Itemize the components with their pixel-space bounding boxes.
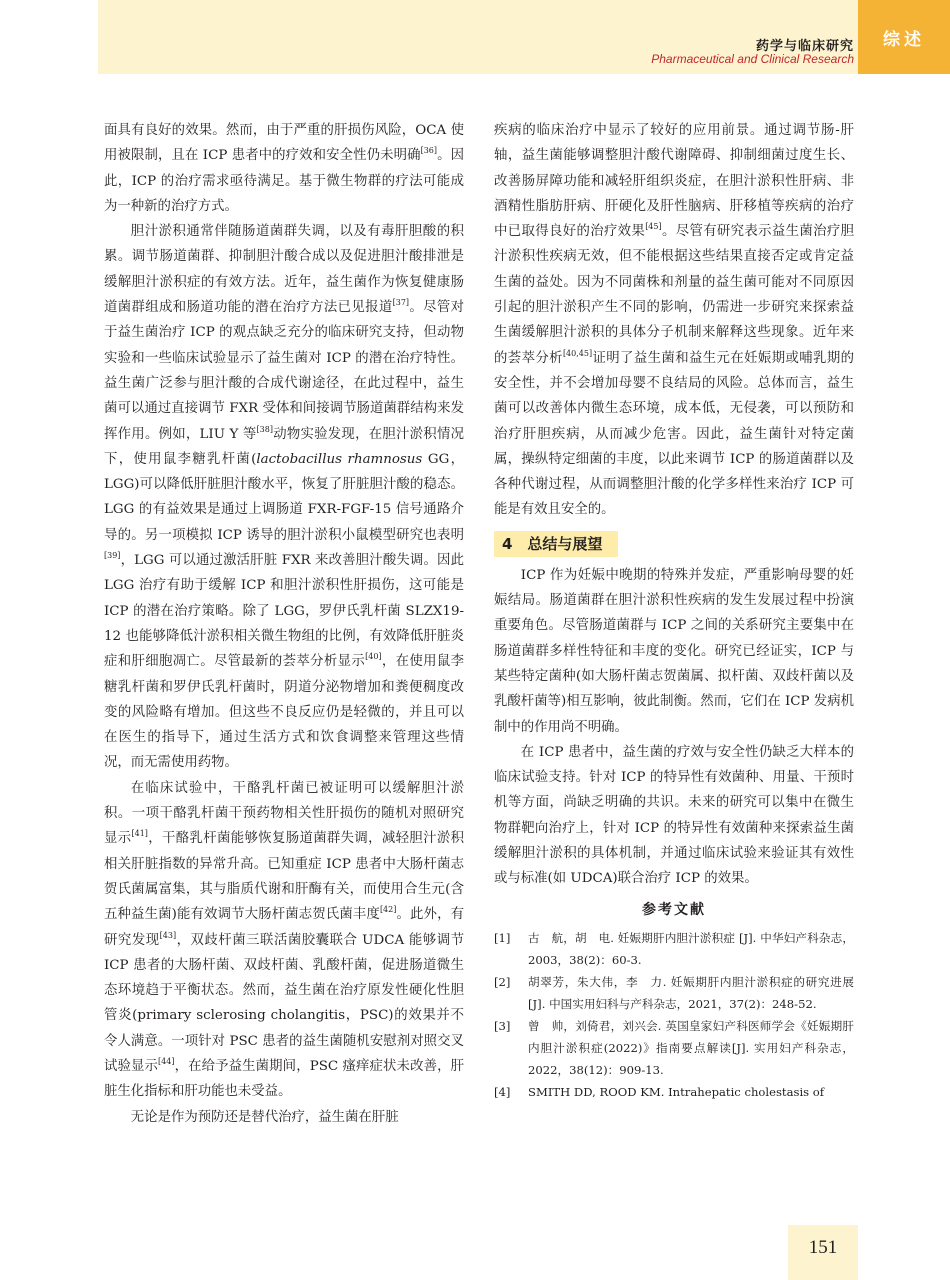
italic-term: lactobacillus rhamnosus xyxy=(256,451,423,467)
left-body-text xyxy=(104,118,464,1130)
paragraph: 在 ICP 患者中，益生菌的疗效与安全性仍缺乏大样本的临床试验支持。针对 ICP 的特异性有效菌种、用量、干预时机等方面，尚缺乏明确的共识。未来的研究可以集中在微生物群靶向治疗上，针对 ICP 的特异性有效菌种来探索益生菌缓解胆汁淤积的具体机制，并通过临床试验来验证其有效性或与标准(如 UDCA)联合治疗 ICP 的效果。 xyxy=(494,744,854,887)
text-run: ，在给予益生菌期间，PSC 瘙痒症状未改善，肝脏生化指标和肝功能也未受益。 xyxy=(104,1058,464,1100)
reference-text: 曾 帅，刘倚君，刘兴会. 英国皇家妇产科医师学会《妊娠期肝内胆汁淤积症(2022)》指南要点解读[J]. 实用妇产科杂志，2022，38(12)：909-13. xyxy=(528,1018,854,1077)
citation-ref: [40] xyxy=(365,652,382,662)
reference-item xyxy=(494,927,854,971)
journal-title-cn: 药学与临床研究 xyxy=(755,39,854,54)
citation-ref: [43] xyxy=(159,930,177,940)
citation-ref: [44] xyxy=(158,1056,175,1066)
text-run: 。尽管有研究表示益生菌治疗胆汁淤积性疾病无效，但不能根据这些结果直接否定或肯定益生菌的益处。因为不同菌株和剂量的益生菌可能对不同原因引起的胆汁淤积产生不同的影响，仍需进一步研究来探索益生菌缓解胆汁淤积的具体分子机制来解释这些现象。近年来的荟萃分析 xyxy=(494,224,855,366)
reference-text: 胡翠芳，朱大伟，李 力. 妊娠期肝内胆汁淤积症的研究进展 [J]. 中国实用妇科与产科杂志，2021，37(2)：248-52. xyxy=(528,974,854,1011)
reference-list xyxy=(494,927,854,1103)
journal-title-en: Pharmaceutical and Clinical Research xyxy=(651,52,854,66)
text-run: 在临床试验中，干酪乳杆菌已被证明可以缓解胆汁淤积。一项干酪乳杆菌干预药物相关性肝损伤的随机对照研究显示 xyxy=(104,780,464,847)
citation-ref: [45] xyxy=(645,222,662,232)
section-tab: 综述 xyxy=(858,0,950,74)
references-title: 参考文献 xyxy=(642,901,706,918)
text-run: 无论是作为预防还是替代治疗，益生菌在肝脏 xyxy=(130,1109,399,1125)
text-run: 面具有良好的效果。然而，由于严重的肝损伤风险，OCA 使用被限制，且在 ICP 患者中的疗效和安全性仍未明确 xyxy=(104,123,464,164)
citation-ref: [42] xyxy=(379,905,397,915)
paragraph xyxy=(104,118,464,219)
text-run: ，双歧杆菌三联活菌胶囊联合 UDCA 能够调节 ICP 患者的大肠杆菌、双歧杆菌、乳酸杆菌，促进肠道微生态环境趋于平衡状态。然而，益生菌在治疗原发性硬化性胆管炎(primary sclerosing cholangitis，PSC)的效果并不令人满意。一项针对 PSC 患者的益生菌随机安慰剂对照交叉试验显示 xyxy=(104,932,465,1074)
paragraph xyxy=(104,219,464,776)
text-run: ，干酪乳杆菌能够恢复肠道菌群失调，减轻胆汁淤积相关肝脏指数的异常升高。已知重症 ICP 患者中大肠杆菌志贺氏菌属富集，其与脂质代谢和肝酶有关，而使用合生元(含五种益生菌)能有效调节大肠杆菌志贺氏菌丰度 xyxy=(104,831,465,923)
text-run: 动物实验发现，在胆汁淤积情况下，使用鼠李糖乳杆菌( xyxy=(104,426,464,467)
text-run: 。尽管对于益生菌治疗 ICP 的观点缺乏充分的临床研究支持，但动物实验和一些临床试验显示了益生菌对 ICP 的潜在治疗特性。益生菌广泛参与胆汁酸的合成代谢途径，在此过程中，益生菌可以通过直接调节 FXR 受体和间接调节肠道菌群结构来发挥作用。例如，LIU Y 等 xyxy=(104,300,465,442)
reference-number: [1] xyxy=(494,930,511,945)
text-run: 胆汁淤积通常伴随肠道菌群失调，以及有毒肝胆酸的积累。调节肠道菌群、抑制胆汁酸合成以及促进胆汁酸排泄是缓解胆汁淤积症的有效方法。近年，益生菌作为恢复健康肠道菌群组成和肠道功能的潜在治疗方法已见报道 xyxy=(104,224,464,316)
reference-item xyxy=(494,971,854,1015)
citation-ref: [36] xyxy=(420,146,438,156)
reference-item xyxy=(494,1081,854,1103)
paragraph: ICP 作为妊娠中晚期的特殊并发症，严重影响母婴的妊娠结局。肠道菌群在胆汁淤积性疾病的发生发展过程中扮演重要角色。尽管肠道菌群与 ICP 之间的关系研究主要集中在肠道菌群多样性特征和丰度的变化。研究已经证实，ICP 与某些特定菌种(如大肠杆菌志贺菌属、拟杆菌、双歧杆菌以及乳酸杆菌等)相互影响，彼此制衡。然而，它们在 ICP 发病机制中的作用尚不明确。 xyxy=(494,567,854,735)
text-run: 。因此，ICP 的治疗需求亟待满足。基于微生物群的疗法可能成为一种新的治疗方式。 xyxy=(104,148,464,214)
citation-ref: [40,45] xyxy=(562,348,593,358)
paragraph xyxy=(104,776,464,1105)
reference-text: SMITH DD, ROOD KM. Intrahepatic cholestasis of xyxy=(528,1084,825,1099)
paragraph xyxy=(104,1105,464,1130)
text-run: ，LGG 可以通过激活肝脏 FXR 来改善胆汁酸失调。因此 LGG 治疗有助于缓解 ICP 和胆汁淤积性肝损伤，这可能是 ICP 的潜在治疗策略。除了 LGG，罗伊氏乳杆菌 SLZX19-12 也能够降低汁淤积相关微生物组的比例，有效降低肝脏炎症和肝细胞凋亡。尽管最新的荟萃分析显示 xyxy=(104,553,464,670)
right-body-text xyxy=(494,118,854,523)
citation-ref: [38] xyxy=(256,424,273,434)
citation-ref: [37] xyxy=(392,298,410,308)
text-run: 疾病的临床治疗中显示了较好的应用前景。通过调节肠-肝轴，益生菌能够调整胆汁酸代谢障碍、抑制细菌过度生长、改善肠屏障功能和减轻肝组织炎症，在胆汁淤积性肝病、非酒精性脂肪肝病、肝硬化及肝性脑病、肝移植等疾病的治疗中已取得良好的治疗效果 xyxy=(494,123,854,240)
left-column xyxy=(104,118,464,1130)
page-number: 151 xyxy=(788,1225,858,1280)
text-run: ，在使用鼠李糖乳杆菌和罗伊氏乳杆菌时，阴道分泌物增加和粪便稠度改变的风险略有增加。但这些不良反应仍是轻微的，并且可以在医生的指导下，通过生活方式和饮食调整来管理这些情况，而无需使用药物。 xyxy=(104,654,465,771)
citation-ref: [41] xyxy=(131,829,148,839)
text-run: 证明了益生菌和益生元在妊娠期或哺乳期的安全性，并不会增加母婴不良结局的风险。总体而言，益生菌可以改善体内微生态环境，成本低，无侵袭，可以预防和治疗肝胆疾病，从而减少危害。因此，益生菌针对特定菌属，操纵特定细菌的丰度，以此来调节 ICP 的肠道菌群以及各种代谢过程，从而调整胆汁酸的化学多样性来治疗 ICP 可能是有效且安全的。 xyxy=(494,350,855,518)
text-run: 。此外，有研究发现 xyxy=(104,907,465,948)
reference-number: [4] xyxy=(494,1084,511,1099)
section-heading: 4 总结与展望 xyxy=(494,531,618,557)
right-column xyxy=(494,118,854,1103)
citation-ref: [39] xyxy=(104,551,121,561)
reference-number: [2] xyxy=(494,974,511,989)
paragraph xyxy=(494,118,854,523)
reference-number: [3] xyxy=(494,1018,511,1033)
reference-text: 古 航，胡 电. 妊娠期肝内胆汁淤积症 [J]. 中华妇产科杂志，2003，38(2)：60-3. xyxy=(528,930,854,967)
reference-item xyxy=(494,1015,854,1081)
text-run: GG，LGG)可以降低肝脏胆汁酸水平，恢复了肝脏胆汁酸的稳态。LGG 的有益效果是通过上调肠道 FXR-FGF-15 信号通路介导的。另一项模拟 ICP 诱导的胆汁淤积小鼠模型研究也表明 xyxy=(104,451,464,543)
